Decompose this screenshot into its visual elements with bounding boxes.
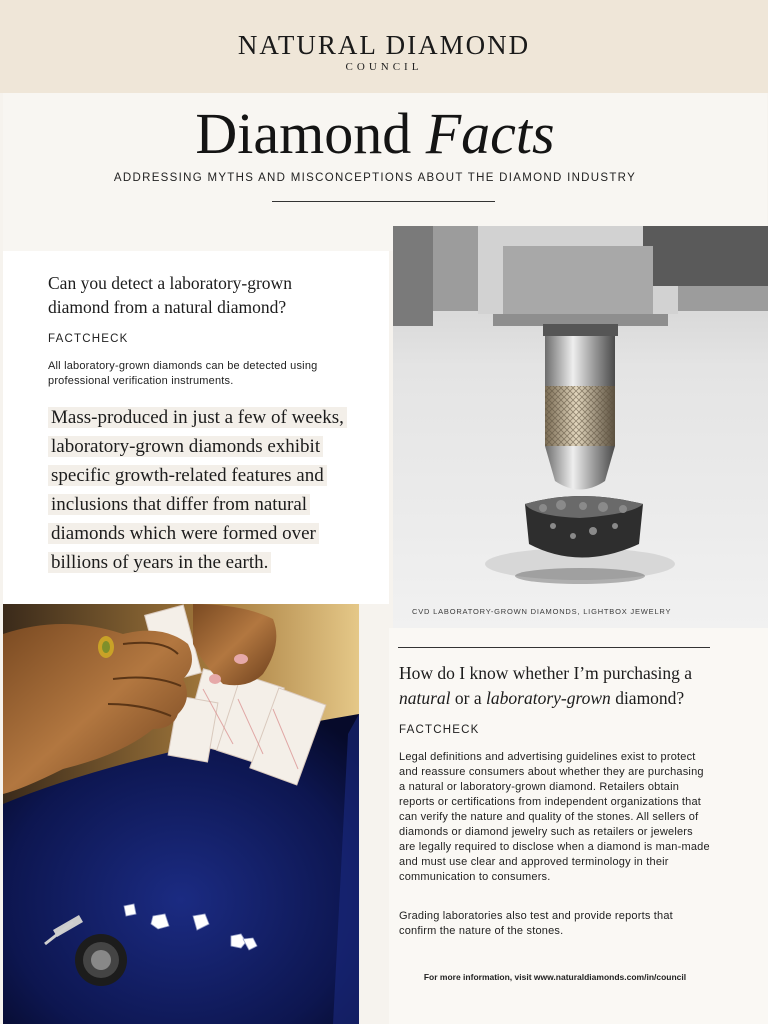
- brand-subtitle: COUNCIL: [345, 61, 423, 73]
- more-info-link[interactable]: For more information, visit www.naturaldiamonds.com/in/council: [423, 972, 687, 982]
- lab-machine-illustration: [393, 226, 768, 628]
- section2-question-part1: How do I know whether I’m purchasing a: [399, 663, 693, 683]
- section1-factcheck-text: All laboratory-grown diamonds can be detected using professional verification instruments.: [48, 360, 318, 387]
- lab-grown-diamond-photo: [393, 226, 768, 628]
- section1-lead: [48, 403, 366, 577]
- section2-question-part3: diamond?: [610, 688, 685, 708]
- section2-factcheck-text-2: Grading laboratories also test and provide reports that confirm the nature of the stones.: [399, 910, 673, 937]
- section2-divider: [398, 647, 710, 648]
- page-subtitle: ADDRESSING MYTHS AND MISCONCEPTIONS ABOUT THE DIAMOND INDUSTRY: [113, 172, 637, 184]
- page-title-word: Diamond: [195, 101, 412, 166]
- section2-question: [399, 661, 729, 711]
- section1-lead-text: Mass-produced in just a few of weeks, laboratory-grown diamonds exhibit specific growth-related features and inclusions that differ from natural diamonds which were formed over billions of years in the earth.: [48, 407, 347, 573]
- page-title: [0, 100, 750, 167]
- diamond-sorting-photo: [3, 604, 359, 1024]
- hands-sorting-illustration: [3, 604, 359, 1024]
- photo-caption: CVD LABORATORY-GROWN DIAMONDS, LIGHTBOX JEWELRY: [412, 607, 672, 616]
- section1-factcheck-label: FACTCHECK: [48, 333, 129, 345]
- section2-factcheck-text: Legal definitions and advertising guidelines exist to protect and reassure consumers about whether they are purchasing a natural or laboratory-grown diamond. Retailers obtain reports or certifications from independent organizations that can verify the nature and quality of the stones. All sellers of diamonds or diamond jewelry such as retailers or jewelers are legally required to disclose when a diamond is man-made and must use clear and approved terminology in their communication to consumers.: [399, 751, 710, 883]
- section2-question-italic2: laboratory-grown: [486, 688, 611, 708]
- page-title-italic: Facts: [425, 101, 555, 166]
- section1-question: Can you detect a laboratory-grown diamond from a natural diamond?: [48, 273, 292, 317]
- section2-question-part2: or a: [450, 688, 487, 708]
- section2-question-italic1: natural: [399, 688, 451, 708]
- brand-name: NATURAL DIAMOND: [237, 30, 531, 60]
- title-divider: [272, 201, 495, 202]
- section2-factcheck-label: FACTCHECK: [399, 724, 480, 736]
